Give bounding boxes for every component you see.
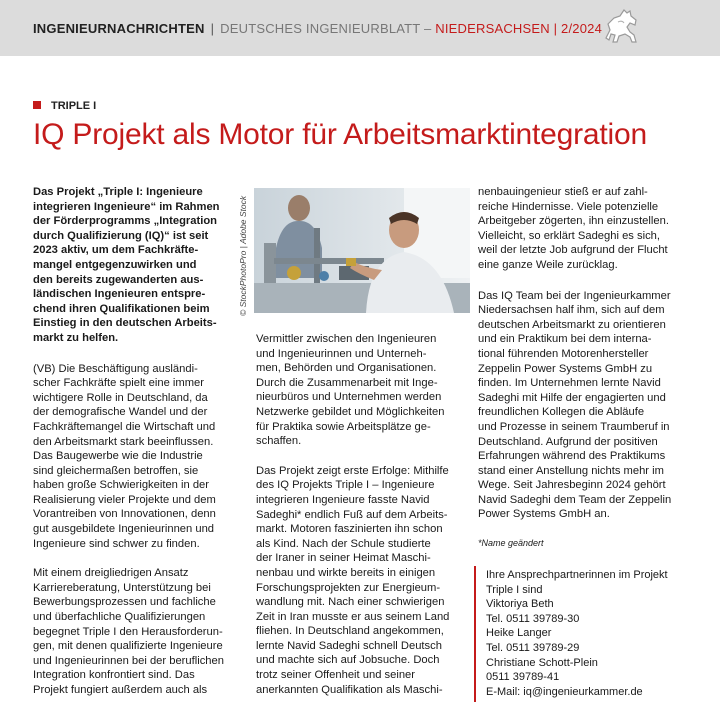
contact-email-link[interactable]: E-Mail: iq@ingenieurkammer.de	[486, 685, 643, 698]
lead-line: der Förderprogramms „Integration	[33, 215, 217, 228]
contact-phone[interactable]: 0511 39789-41	[486, 671, 560, 684]
text-line: scher Fachkräfte spielt eine immer	[33, 377, 204, 390]
lead-line: chend ihren Qualifikationen beim	[33, 302, 210, 315]
text-line: gut ausgebildete Ingenieurinnen und	[33, 523, 215, 536]
text-line: Niedersachsen half ihm, sich auf dem	[478, 304, 665, 317]
text-line: wichtigere Rolle in Deutschland, da	[33, 391, 208, 404]
text-line: weil der letzte Job aufgrund der Flucht	[478, 244, 668, 257]
text-line: nieurbüros und Unternehmen werden	[256, 391, 442, 404]
header-band	[0, 0, 720, 56]
lead-line: mangel entgegenzuwirken und	[33, 258, 197, 271]
text-line: integrieren Ingenieure fasste Navid	[256, 493, 430, 506]
article-photo	[254, 188, 470, 313]
lead-line: den bereits zugewanderten aus-	[33, 273, 204, 286]
contact-name: Christiane Schott-Plein	[486, 656, 598, 669]
contact-box	[474, 566, 696, 702]
text-line: und überfachliche Qualifizierungen	[33, 611, 206, 624]
footnote: *Name geändert	[478, 538, 544, 549]
column-2	[256, 332, 470, 697]
text-line: stand einer Anstellung nichts mehr im	[478, 464, 664, 477]
header-region: NIEDERSACHSEN	[435, 21, 550, 36]
text-line: men, Behörden und Organisationen.	[256, 362, 437, 375]
contact-phone[interactable]: Tel. 0511 39789-29	[486, 641, 580, 654]
text-line: gen, mit denen qualifizierte Ingenieure	[33, 640, 223, 653]
text-line: begegnet Triple I den Herausforderun-	[33, 625, 223, 638]
contact-list	[486, 568, 696, 699]
text-line: freundlichen Kollegen die Abläufe	[478, 406, 645, 419]
text-line: Integration konfrontiert sind. Das	[33, 669, 195, 682]
column-1	[33, 185, 233, 698]
header-section: INGENIEURNACHRICHTEN	[33, 21, 205, 36]
contact-name: Heike Langer	[486, 627, 552, 640]
text-line: der Iraner in seiner Heimat Maschi-	[256, 552, 431, 565]
text-line: der demografische Wandel und der	[33, 406, 208, 419]
text-line: deutschen Arbeitsmarkt zu orientieren	[478, 318, 666, 331]
text-line: Durch die Zusammenarbeit mit Inge-	[256, 376, 438, 389]
text-line: als Kind. Nach der Schule studierte	[256, 537, 431, 550]
body-paragraph	[478, 185, 698, 273]
text-line: Vorantreiben von Innovationen, denn	[33, 508, 216, 521]
horse-logo-icon	[600, 4, 644, 48]
text-line: und machte sich auf Jobsuche. Doch	[256, 654, 440, 667]
text-line: Sadeghi* endlich Fuß auf dem Arbeits-	[256, 508, 448, 521]
text-line: Karriereberatung, Unterstützung bei	[33, 581, 211, 594]
text-line: fliehen. In Deutschland angekommen,	[256, 625, 444, 638]
text-line: finden. Im Unternehmen lernte Navid	[478, 377, 661, 390]
text-line: und Ingenieurinnen und Unterneh-	[256, 347, 427, 360]
body-paragraph	[256, 332, 470, 449]
lead-line: Das Projekt „Triple I: Ingenieure	[33, 186, 203, 198]
section-tag-label: TRIPLE I	[51, 100, 97, 112]
text-line: Ingenieure sind schwer zu finden.	[33, 537, 200, 550]
text-line: markt. Motoren faszinierten ihn schon	[256, 523, 443, 536]
text-line: und Ingenieurinnen bei der beruflichen	[33, 654, 224, 667]
text-line: Das Projekt zeigt erste Erfolge: Mithilfe	[256, 464, 449, 477]
photo-credit: © StockPhotoPro | Adobe Stock	[238, 195, 248, 316]
lead-line: durch Qualifizierung (IQ)“ ist seit	[33, 229, 209, 242]
text-line: haben große Schwierigkeiten in der	[33, 479, 209, 492]
article-title: IQ Projekt als Motor für Arbeitsmarktintegration	[33, 118, 647, 151]
contact-intro: Ihre Ansprechpartnerinnen im Projekt	[486, 569, 668, 581]
text-line: trotz seiner Offenheit und seiner	[256, 669, 415, 682]
text-line: Deutschland. Aufgrund der positiven	[478, 435, 658, 448]
text-line: Power Systems GmbH an.	[478, 508, 610, 521]
text-line: des IQ Projekts Triple I – Ingenieure	[256, 479, 435, 492]
engineer-photo-illustration	[254, 188, 470, 313]
text-line: nenbauingenieur stieß er auf zahl-	[478, 186, 648, 198]
text-line: tional führenden Motorenhersteller	[478, 347, 649, 360]
tag-square-icon	[33, 101, 41, 109]
text-line: und ein Praktikum bei dem interna-	[478, 333, 652, 346]
text-line: schaffen.	[256, 435, 302, 448]
text-line: Realisierung vieler Projekte und dem	[33, 493, 216, 506]
lead-paragraph	[33, 185, 233, 346]
text-line: Das IQ Team bei der Ingenieurkammer	[478, 289, 671, 302]
lead-line: markt zu helfen.	[33, 331, 119, 344]
text-line: Projekt fungiert außerdem auch als	[33, 684, 208, 696]
text-line: Fachkräftemangel die Wirtschaft und	[33, 420, 216, 433]
text-line: Das Baugewerbe wie die Industrie	[33, 450, 203, 463]
header-magazine: DEUTSCHES INGENIEURBLATT –	[220, 21, 432, 36]
text-line: sind gleichermaßen betroffen, sie	[33, 464, 199, 477]
text-line: anerkannten Qualifikation als Maschi-	[256, 683, 443, 696]
text-line: Vermittler zwischen den Ingenieuren	[256, 333, 437, 345]
text-line: Erfahrungen während des Praktikums	[478, 450, 666, 463]
text-line: Netzwerke gebildet und Möglichkeiten	[256, 405, 445, 418]
text-line: Forschungsprojekten zur Energieum-	[256, 581, 441, 594]
text-line: Bewerbungsprozessen und fachliche	[33, 596, 216, 609]
lead-line: integrieren Ingenieure“ im Rahmen	[33, 200, 220, 213]
header-issue: | 2/2024	[553, 21, 603, 36]
text-line: für Praktika sowie Arbeitsplätze ge-	[256, 420, 431, 433]
lead-line: 2023 aktiv, um dem Fachkräfte-	[33, 244, 199, 257]
text-line: Mit einem dreigliedrigen Ansatz	[33, 567, 189, 580]
lead-line: Einstieg in den deutschen Arbeits-	[33, 317, 217, 330]
text-line: Arbeitgeber zögerten, ihn einzustellen.	[478, 215, 669, 228]
header-separator: |	[210, 21, 215, 36]
text-line: nenbau und wirkte bereits in einigen	[256, 566, 436, 579]
text-line: reiche Hindernisse. Viele potenzielle	[478, 200, 659, 213]
text-line: Zeit in Iran musste er aus seinem Land	[256, 610, 450, 623]
contact-name: Viktoriya Beth	[486, 598, 554, 611]
contact-phone[interactable]: Tel. 0511 39789-30	[486, 612, 580, 625]
body-paragraph	[478, 289, 698, 523]
text-line: Sadeghi mit Hilfe der engagierten und	[478, 391, 666, 404]
text-line: Wege. Seit Jahresbeginn 2024 gehört	[478, 479, 666, 492]
body-paragraph	[33, 566, 233, 697]
text-line: eine ganze Weile zurücklag.	[478, 258, 618, 271]
text-line: und Prozesse in seinem Traumberuf in	[478, 420, 670, 433]
text-line: Zeppelin Power Systems GmbH zu	[478, 362, 653, 375]
text-line: lernte Navid Sadeghi schnell Deutsch	[256, 639, 442, 652]
text-line: Navid Sadeghi dem Team der Zeppelin	[478, 493, 672, 506]
text-line: den Arbeitsmarkt stark beeinflussen.	[33, 435, 214, 448]
text-line: (VB) Die Beschäftigung ausländi-	[33, 362, 198, 375]
header-text	[33, 21, 602, 36]
body-paragraph	[33, 362, 233, 552]
column-3	[478, 185, 698, 551]
text-line: wandlung mit. Nach einer schwierigen	[256, 596, 445, 609]
body-paragraph	[256, 464, 470, 698]
section-tag	[33, 100, 96, 112]
contact-intro: Triple I sind	[486, 583, 543, 596]
lead-line: ländischen Ingenieuren entspre-	[33, 288, 206, 301]
text-line: Vielleicht, so erklärt Sadeghi es sich,	[478, 229, 660, 242]
